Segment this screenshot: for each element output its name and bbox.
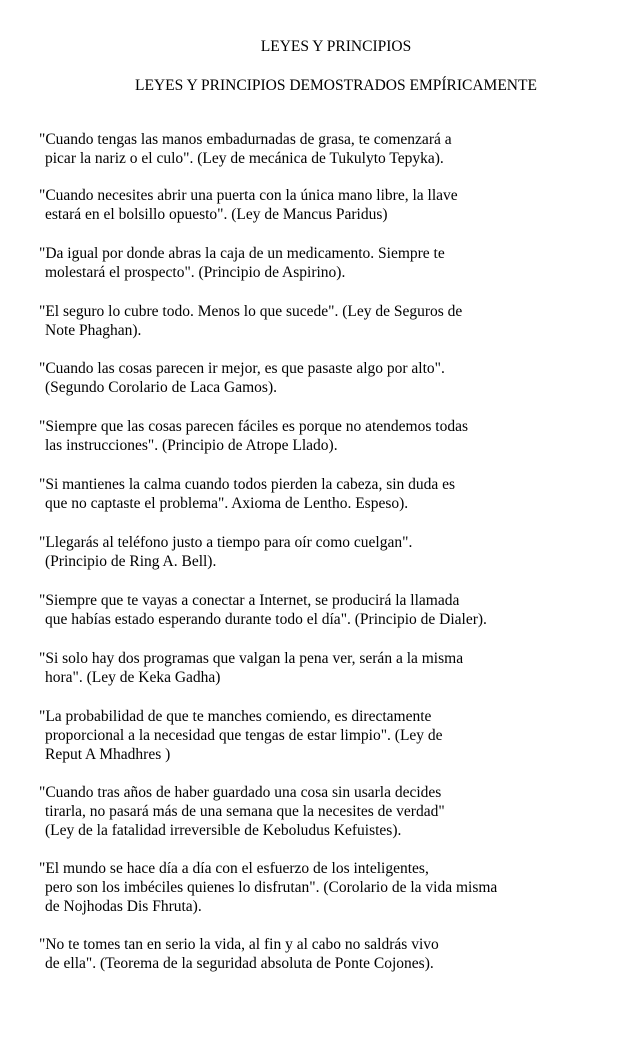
- law-item: [39, 707, 624, 764]
- law-line: "La probabilidad de que te manches comiendo, es directamente: [39, 708, 432, 725]
- law-line: que habías estado esperando durante todo el día". (Principio de Dialer).: [45, 611, 487, 628]
- law-line: "Llegarás al teléfono justo a tiempo para oír como cuelgan".: [39, 534, 413, 551]
- law-line: tirarla, no pasará más de una semana que la necesites de verdad": [45, 803, 445, 820]
- law-item: [39, 244, 624, 282]
- law-line: molestará el prospecto". (Principio de Aspirino).: [45, 264, 346, 281]
- law-item: [39, 302, 624, 340]
- law-line: "Si mantienes la calma cuando todos pierden la cabeza, sin duda es: [39, 476, 456, 493]
- law-item: [39, 475, 624, 513]
- law-item: [39, 130, 624, 168]
- law-line: "El mundo se hace día a día con el esfuerzo de los inteligentes,: [39, 860, 429, 877]
- law-line: "Cuando tras años de haber guardado una cosa sin usarla decides: [39, 784, 442, 801]
- law-line: de Nojhodas Dis Fhruta).: [45, 898, 202, 915]
- law-line: (Principio de Ring A. Bell).: [45, 553, 217, 570]
- law-line: (Ley de la fatalidad irreversible de Keboludus Kefuistes).: [45, 822, 402, 839]
- law-line: que no captaste el problema". Axioma de Lentho. Espeso).: [45, 495, 409, 512]
- law-line: pero son los imbéciles quienes lo disfrutan". (Corolario de la vida misma: [45, 879, 498, 896]
- law-line: "Cuando las cosas parecen ir mejor, es que pasaste algo por alto".: [39, 360, 445, 377]
- law-line: de ella". (Teorema de la seguridad absoluta de Ponte Cojones).: [45, 955, 434, 972]
- law-line: "Si solo hay dos programas que valgan la pena ver, serán a la misma: [39, 650, 464, 667]
- law-line: Note Phaghan).: [45, 322, 142, 339]
- document-title: LEYES Y PRINCIPIOS: [260, 38, 412, 55]
- law-line: (Segundo Corolario de Laca Gamos).: [45, 379, 278, 396]
- law-line: estará en el bolsillo opuesto". (Ley de Mancus Paridus): [45, 206, 388, 223]
- law-line: "Da igual por donde abras la caja de un medicamento. Siempre te: [39, 245, 445, 262]
- law-item: [39, 359, 624, 397]
- document-subtitle: LEYES Y PRINCIPIOS DEMOSTRADOS EMPÍRICAMENTE: [135, 77, 537, 94]
- law-item: [39, 186, 624, 224]
- law-line: "Cuando tengas las manos embadurnadas de grasa, te comenzará a: [39, 131, 452, 148]
- law-item: [39, 935, 624, 973]
- law-line: "Siempre que te vayas a conectar a Internet, se producirá la llamada: [39, 592, 460, 609]
- law-line: las instrucciones". (Principio de Atrope Llado).: [45, 437, 338, 454]
- law-line: picar la nariz o el culo". (Ley de mecánica de Tukulyto Tepyka).: [45, 150, 444, 167]
- law-line: "No te tomes tan en serio la vida, al fin y al cabo no saldrás vivo: [39, 936, 439, 953]
- law-line: "El seguro lo cubre todo. Menos lo que sucede". (Ley de Seguros de: [39, 303, 463, 320]
- law-item: [39, 591, 624, 629]
- law-line: hora". (Ley de Keka Gadha): [45, 669, 221, 686]
- law-line: "Siempre que las cosas parecen fáciles es porque no atendemos todas: [39, 418, 468, 435]
- law-item: [39, 859, 624, 916]
- law-item: [39, 649, 624, 687]
- law-line: proporcional a la necesidad que tengas de estar limpio". (Ley de: [45, 727, 443, 744]
- law-line: Reput A Mhadhres ): [45, 746, 171, 763]
- law-item: [39, 783, 624, 840]
- law-item: [39, 417, 624, 455]
- law-line: "Cuando necesites abrir una puerta con la única mano libre, la llave: [39, 187, 458, 204]
- law-item: [39, 533, 624, 571]
